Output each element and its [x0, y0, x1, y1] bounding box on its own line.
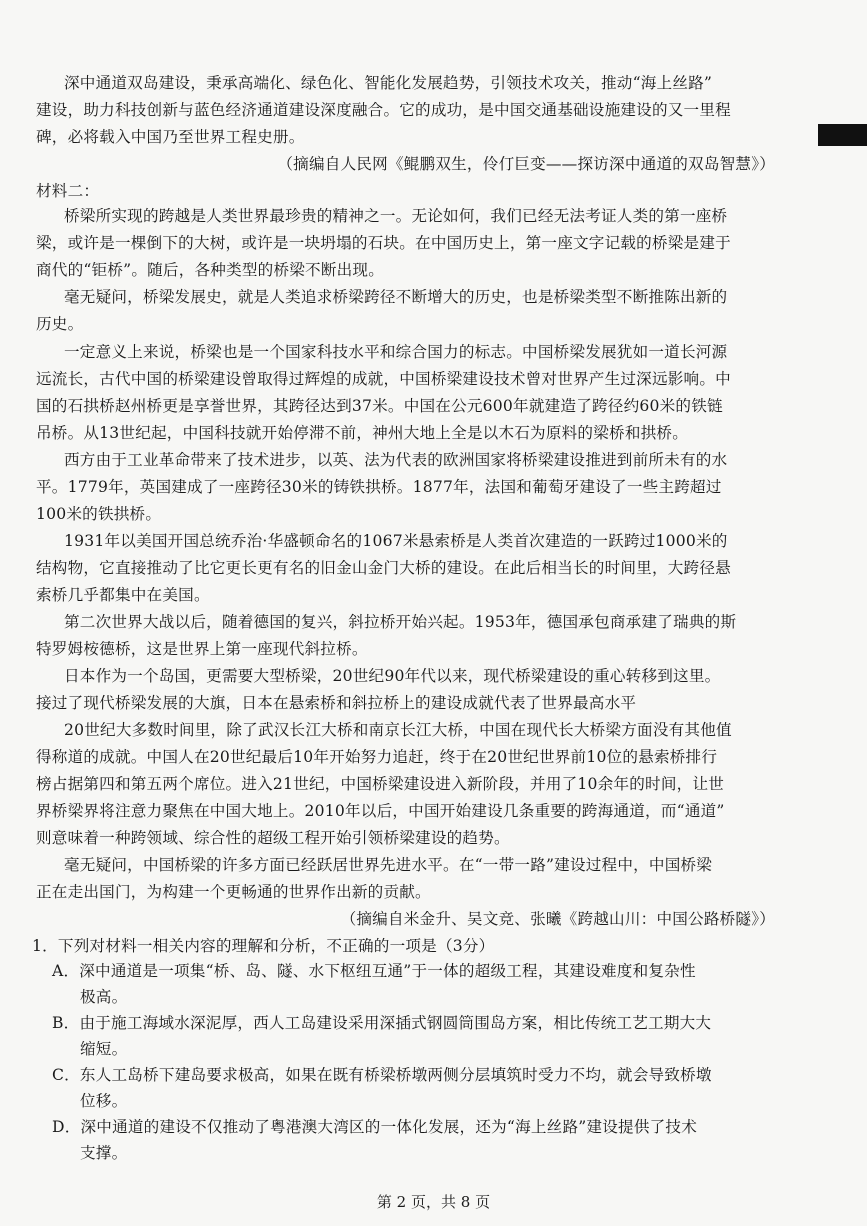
paragraph-line: 结构物，它直接推动了比它更长更有名的旧金山金门大桥的建设。在此后相当长的时间里，大跨径悬	[36, 559, 731, 577]
option-b: B．由于施工海域水深泥厚，西人工岛建设采用深插式钢圆筒围岛方案，相比传统工艺工期大大	[52, 1014, 712, 1032]
paragraph-line: 国的石拱桥赵州桥更是享誉世界，其跨径达到37米。中国在公元600年就建造了跨径约60米的铁链	[36, 397, 723, 415]
paragraph-line: 西方由于工业革命带来了技术进步，以英、法为代表的欧洲国家将桥梁建设推进到前所未有的水	[64, 451, 728, 469]
material1-line: 深中通道双岛建设，秉承高端化、绿色化、智能化发展趋势，引领技术攻关，推动“海上丝路”	[64, 74, 713, 92]
paragraph-line: 毫无疑问，桥梁发展史，就是人类追求桥梁跨径不断增大的历史，也是桥梁类型不断推陈出新的	[64, 288, 728, 306]
material1-line: 碑，必将载入中国乃至世界工程史册。	[36, 128, 305, 146]
paragraph-line: 榜占据第四和第五两个席位。进入21世纪，中国桥梁建设进入新阶段，并用了10余年的时间，让世	[36, 775, 725, 793]
material2-source: （摘编自米金升、吴文竞、张曦《跨越山川：中国公路桥隧》）	[340, 910, 775, 928]
option-c: C．东人工岛桥下建岛要求极高，如果在既有桥梁桥墩两侧分层填筑时受力不均，就会导致桥墩	[52, 1066, 712, 1084]
paragraph-line: 1931年以美国开国总统乔治·华盛顿命名的1067米悬索桥是人类首次建造的一跃跨过1000米的	[64, 532, 728, 550]
option-a: A．深中通道是一项集“桥、岛、隧、水下枢纽互通”于一体的超级工程，其建设难度和复杂性	[52, 962, 696, 980]
paragraph-line: 100米的铁拱桥。	[36, 505, 162, 523]
paragraph-line: 一定意义上来说，桥梁也是一个国家科技水平和综合国力的标志。中国桥梁发展犹如一道长河源	[64, 343, 728, 361]
option-a-continued: 极高。	[80, 988, 128, 1006]
paragraph-line: 日本作为一个岛国，更需要大型桥梁，20世纪90年代以来，现代桥梁建设的重心转移到这里。	[64, 667, 721, 685]
paragraph-line: 接过了现代桥梁发展的大旗，日本在悬索桥和斜拉桥上的建设成就代表了世界最高水平	[36, 694, 637, 712]
paragraph-line: 远流长，古代中国的桥梁建设曾取得过辉煌的成就，中国桥梁建设技术曾对世界产生过深远影响。中	[36, 370, 731, 388]
paragraph-line: 则意味着一种跨领域、综合性的超级工程开始引领桥梁建设的趋势。	[36, 829, 510, 847]
material1-line: 建设，助力科技创新与蓝色经济通道建设深度融合。它的成功，是中国交通基础设施建设的又一里程	[36, 101, 731, 119]
material2-heading: 材料二：	[36, 182, 100, 200]
paragraph-line: 桥梁所实现的跨越是人类世界最珍贵的精神之一。无论如何，我们已经无法考证人类的第一座桥	[64, 207, 728, 225]
paragraph-line: 商代的“钜桥”。随后，各种类型的桥梁不断出现。	[36, 261, 385, 279]
paragraph-line: 得称道的成就。中国人在20世纪最后10年开始努力追赶，终于在20世纪世界前10位的悬索桥排行	[36, 748, 718, 766]
paragraph-line: 索桥几乎都集中在美国。	[36, 586, 210, 604]
paragraph-line: 第二次世界大战以后，随着德国的复兴，斜拉桥开始兴起。1953年，德国承包商承建了瑞典的斯	[64, 613, 737, 631]
paragraph-line: 界桥梁界将注意力聚焦在中国大地上。2010年以后，中国开始建设几条重要的跨海通道，而“通道”	[36, 802, 725, 820]
paragraph-line: 梁，或许是一棵倒下的大树，或许是一块坍塌的石块。在中国历史上，第一座文字记载的桥梁是建于	[36, 234, 731, 252]
option-d: D．深中通道的建设不仅推动了粤港澳大湾区的一体化发展，还为“海上丝路”建设提供了技术	[52, 1118, 698, 1136]
paragraph-line: 正在走出国门，为构建一个更畅通的世界作出新的贡献。	[36, 883, 431, 901]
paragraph-line: 特罗姆桉德桥，这是世界上第一座现代斜拉桥。	[36, 640, 368, 658]
material1-source: （摘编自人民网《鲲鹏双生，伶仃巨变——探访深中通道的双岛智慧》）	[277, 155, 775, 173]
paragraph-line: 20世纪大多数时间里，除了武汉长江大桥和南京长江大桥，中国在现代长大桥梁方面没有其他值	[64, 721, 732, 739]
paragraph-line: 毫无疑问，中国桥梁的许多方面已经跃居世界先进水平。在“一带一路”建设过程中，中国桥梁	[64, 856, 713, 874]
option-c-continued: 位移。	[80, 1092, 128, 1110]
page-footer: 第 2 页，共 8 页	[376, 1193, 491, 1211]
paragraph-line: 平。1779年，英国建成了一座跨径30米的铸铁拱桥。1877年，法国和葡萄牙建设了一些主跨超过	[36, 478, 722, 496]
edge-tab-mark	[818, 124, 867, 146]
question-stem: 1．下列对材料一相关内容的理解和分析，不正确的一项是（3分）	[32, 937, 495, 955]
paragraph-line: 吊桥。从13世纪起，中国科技就开始停滞不前，神州大地上全是以木石为原料的梁桥和拱桥。	[36, 424, 688, 442]
option-d-continued: 支撑。	[80, 1144, 128, 1162]
option-b-continued: 缩短。	[80, 1040, 128, 1058]
paragraph-line: 历史。	[36, 315, 84, 333]
